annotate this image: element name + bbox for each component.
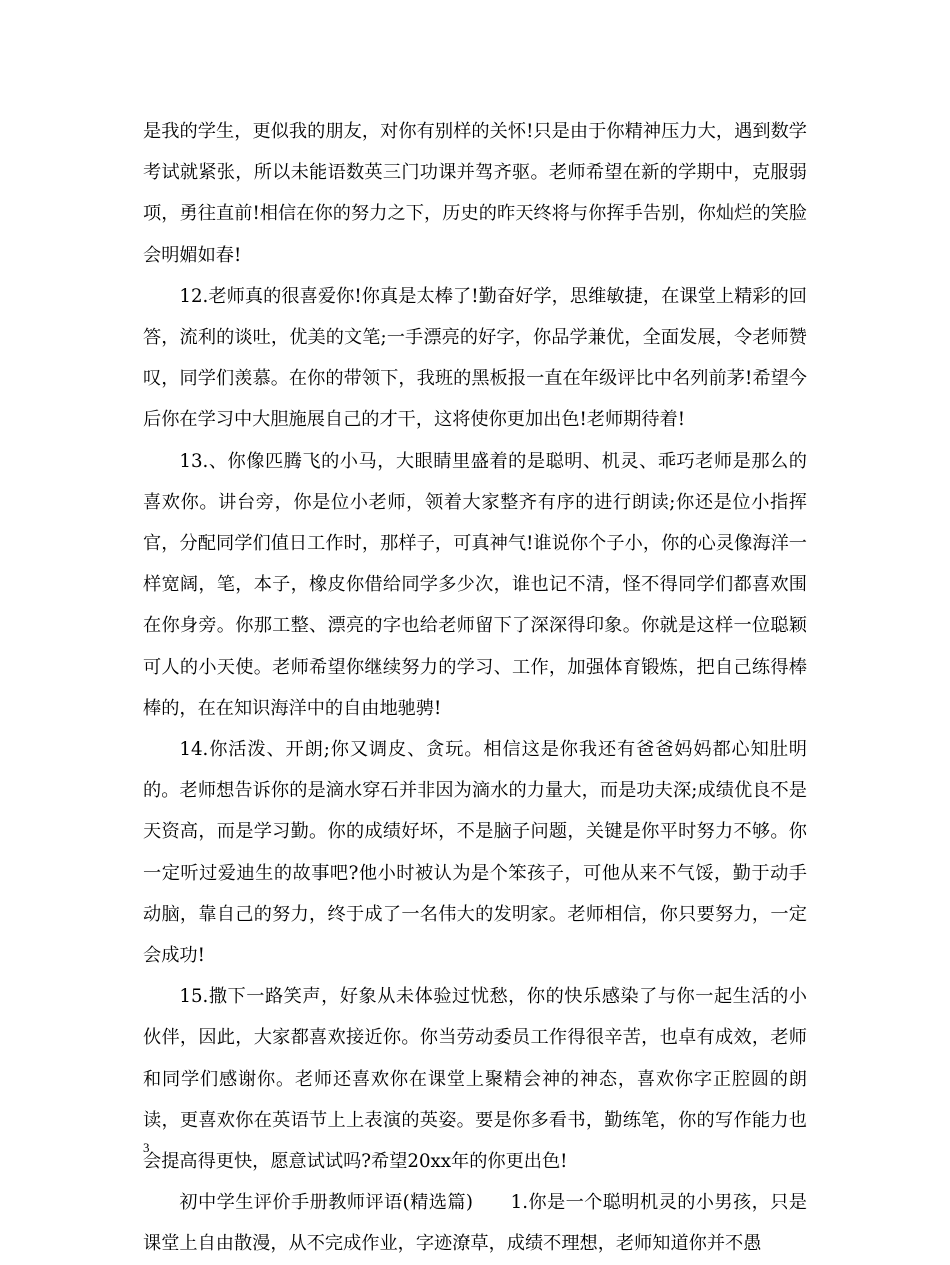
paragraph-item-12: 12.老师真的很喜爱你!你真是太棒了!勤奋好学，思维敏捷，在课堂上精彩的回答，流利的谈吐，优美的文笔;一手漂亮的好字，你品学兼优，全面发展，令老师赞叹，同学们羡慕。在你的带领下，我班的黑板报一直在年级评比中名列前茅!希望今后你在学习中大胆施展自己的才干，这将使你更加出色!老师期待着! [143,285,807,431]
paragraph-section-start: 初中学生评价手册教师评语(精选篇) 1.你是一个聪明机灵的小男孩，只是课堂上自由散漫，从不完成作业，字迹潦草，成绩不理想，老师知道你并不愚 [143,1192,807,1255]
paragraph-continuation: 是我的学生，更似我的朋友，对你有别样的关怀!只是由于你精神压力大，遇到数学考试就紧张，所以未能语数英三门功课并驾齐驱。老师希望在新的学期中，克服弱项，勇往直前!相信在你的努力之下，历史的昨天终将与你挥手告别，你灿烂的笑脸会明媚如春! [143,121,807,266]
paragraph-item-13: 13.、你像匹腾飞的小马，大眼睛里盛着的是聪明、机灵、乖巧老师是那么的喜欢你。讲台旁，你是位小老师，领着大家整齐有序的进行朗读;你还是位小指挥官，分配同学们值日工作时，那样子，可真神气!谁说你个子小，你的心灵像海洋一样宽阔，笔，本子，橡皮你借给同学多少次，谁也记不清，怪不得同学们都喜欢围在你身旁。你那工整、漂亮的字也给老师留下了深深得印象。你就是这样一位聪颖可人的小天使。老师希望你继续努力的学习、工作，加强体育锻炼，把自己练得棒棒的，在在知识海洋中的自由地驰骋! [143,450,807,719]
paragraph-item-14: 14.你活泼、开朗;你又调皮、贪玩。相信这是你我还有爸爸妈妈都心知肚明的。老师想告诉你的是滴水穿石并非因为滴水的力量大，而是功夫深;成绩优良不是天资高，而是学习勤。你的成绩好坏，不是脑子问题，关键是你平时努力不够。你一定听过爱迪生的故事吧?他小时被认为是个笨孩子，可他从来不气馁，勤于动手动脑，靠自己的努力，终于成了一名伟大的发明家。老师相信，你只要努力，一定会成功! [143,739,807,967]
paragraph-item-15: 15.撒下一路笑声，好象从未体验过忧愁，你的快乐感染了与你一起生活的小伙伴，因此，大家都喜欢接近你。你当劳动委员工作得很辛苦，也卓有成效，老师和同学们感谢你。老师还喜欢你在课堂上聚精会神的神态，喜欢你字正腔圆的朗读，更喜欢你在英语节上上表演的英姿。要是你多看书，勤练笔，你的写作能力也会提高得更快，愿意试试吗?希望20xx年的你更出色! [143,986,807,1173]
body-text [143,111,807,1265]
page-number: 3 [143,1140,150,1155]
